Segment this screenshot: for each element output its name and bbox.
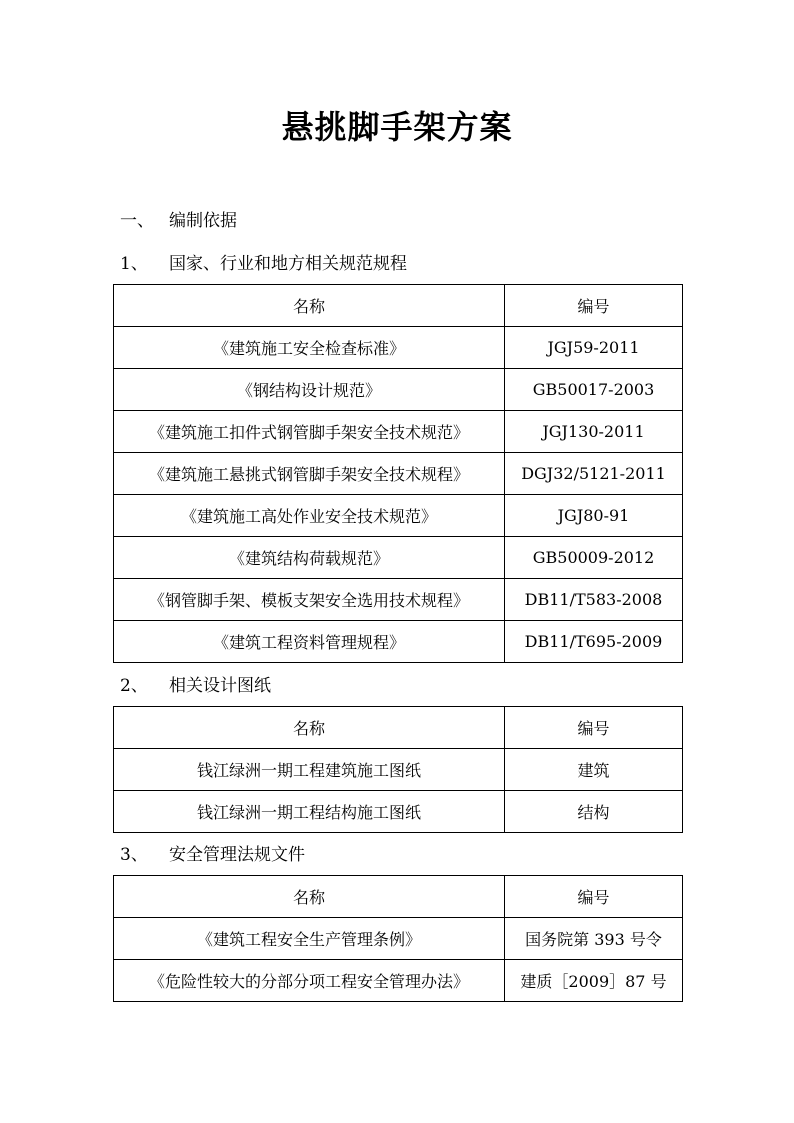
standards-table [113,284,683,663]
document-title: 悬挑脚手架方案 [281,108,513,146]
name-cell: 《建筑施工安全检查标准》 [114,327,505,369]
code-cell: 国务院第 393 号令 [505,918,683,960]
table-row [114,579,683,621]
subsection-number: 3、 [120,845,148,865]
subsection-label: 国家、行业和地方相关规范规程 [169,254,407,274]
table-row [114,453,683,495]
name-cell: 《钢结构设计规范》 [114,369,505,411]
table-header-row [114,285,683,327]
table-row [114,369,683,411]
table-row [114,495,683,537]
table-row [114,621,683,663]
header-name-cell: 名称 [114,285,505,327]
table-row [114,960,683,1002]
header-code-cell: 编号 [505,707,683,749]
section-heading-basis [120,208,237,234]
table-row [114,791,683,833]
name-cell: 《危险性较大的分部分项工程安全管理办法》 [114,960,505,1002]
subsection-label: 安全管理法规文件 [169,845,305,865]
name-cell: 《建筑工程资料管理规程》 [114,621,505,663]
name-cell: 《建筑施工扣件式钢管脚手架安全技术规范》 [114,411,505,453]
code-cell: DGJ32/5121-2011 [505,453,683,495]
subsection-heading-regulations [120,842,305,868]
code-cell: JGJ130-2011 [505,411,683,453]
header-name-cell: 名称 [114,876,505,918]
subsection-heading-standards [120,251,407,277]
name-cell: 《建筑结构荷载规范》 [114,537,505,579]
name-cell: 《建筑施工高处作业安全技术规范》 [114,495,505,537]
name-cell: 钱江绿洲一期工程结构施工图纸 [114,791,505,833]
table-row [114,327,683,369]
header-code-cell: 编号 [505,876,683,918]
name-cell: 《建筑施工悬挑式钢管脚手架安全技术规程》 [114,453,505,495]
section-number: 一、 [120,211,154,231]
code-cell: JGJ59-2011 [505,327,683,369]
table-row [114,918,683,960]
header-name-cell: 名称 [114,707,505,749]
table-row [114,411,683,453]
table-row [114,749,683,791]
code-cell: DB11/T695-2009 [505,621,683,663]
name-cell: 钱江绿洲一期工程建筑施工图纸 [114,749,505,791]
code-cell: 建筑 [505,749,683,791]
name-cell: 《建筑工程安全生产管理条例》 [114,918,505,960]
header-code-cell: 编号 [505,285,683,327]
subsection-label: 相关设计图纸 [169,676,271,696]
code-cell: JGJ80-91 [505,495,683,537]
subsection-number: 2、 [120,676,148,696]
code-cell: DB11/T583-2008 [505,579,683,621]
table-row [114,537,683,579]
section-label: 编制依据 [169,211,237,231]
drawings-table [113,706,683,833]
subsection-number: 1、 [120,254,148,274]
name-cell: 《钢管脚手架、模板支架安全选用技术规程》 [114,579,505,621]
code-cell: GB50009-2012 [505,537,683,579]
table-header-row [114,876,683,918]
table-header-row [114,707,683,749]
code-cell: 建质［2009］87 号 [505,960,683,1002]
code-cell: 结构 [505,791,683,833]
subsection-heading-drawings [120,673,271,699]
regulations-table [113,875,683,1002]
code-cell: GB50017-2003 [505,369,683,411]
